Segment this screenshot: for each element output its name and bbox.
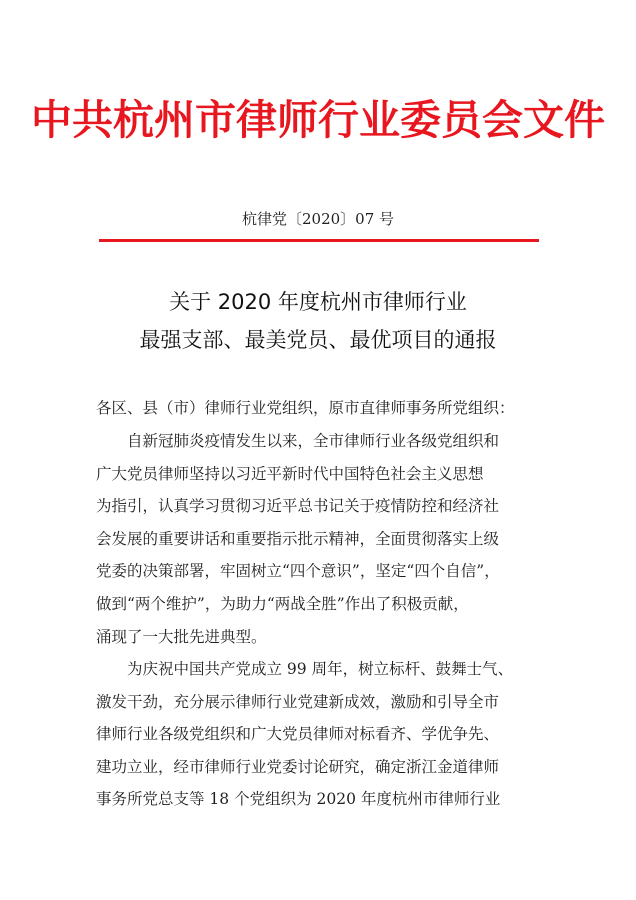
paragraph-1: [96, 425, 546, 653]
salutation: [96, 392, 546, 425]
paragraph-line: 为庆祝中国共产党成立 99 周年，树立标杆、鼓舞士气、: [127, 660, 514, 678]
paragraph-line: 涌现了一大批先进典型。: [96, 627, 267, 646]
paragraph-2: [96, 653, 546, 816]
paragraph-line: 自新冠肺炎疫情发生以来，全市律师行业各级党组织和: [127, 432, 500, 450]
paragraph-line: 会发展的重要讲话和重要指示批示精神，全面贯彻落实上级: [96, 529, 500, 548]
paragraph-line: 做到“两个维护”，为助力“两战全胜”作出了积极贡献，: [96, 594, 469, 613]
paragraph-line: 为指引，认真学习贯彻习近平总书记关于疫情防控和经济社: [96, 497, 500, 516]
paragraph-line: 激发干劲，充分展示律师行业党建新成效，激励和引导全市: [96, 692, 500, 711]
paragraph-line: 建功立业，经市律师行业党委讨论研究，确定浙江金道律师: [96, 757, 500, 776]
red-divider-rule: [99, 239, 539, 242]
document-title-line-1: 关于 2020 年度杭州市律师行业: [169, 290, 467, 314]
document-masthead: 中共杭州市律师行业委员会文件: [31, 96, 605, 144]
paragraph-line: 党委的决策部署，牢固树立“四个意识”，坚定“四个自信”，: [96, 562, 500, 581]
paragraph-line: 广大党员律师坚持以习近平新时代中国特色社会主义思想: [96, 464, 484, 483]
document-number: 杭律党〔2020〕07 号: [241, 210, 395, 228]
paragraph-line: 律师行业各级党组织和广大党员律师对标看齐、学优争先、: [96, 725, 500, 744]
paragraph-line: 事务所党总支等 18 个党组织为 2020 年度杭州市律师行业: [96, 790, 501, 809]
document-title-line-2: 最强支部、最美党员、最优项目的通报: [139, 328, 497, 352]
salutation-text: 各区、县（市）律师行业党组织，原市直律师事务所党组织：: [96, 399, 515, 417]
